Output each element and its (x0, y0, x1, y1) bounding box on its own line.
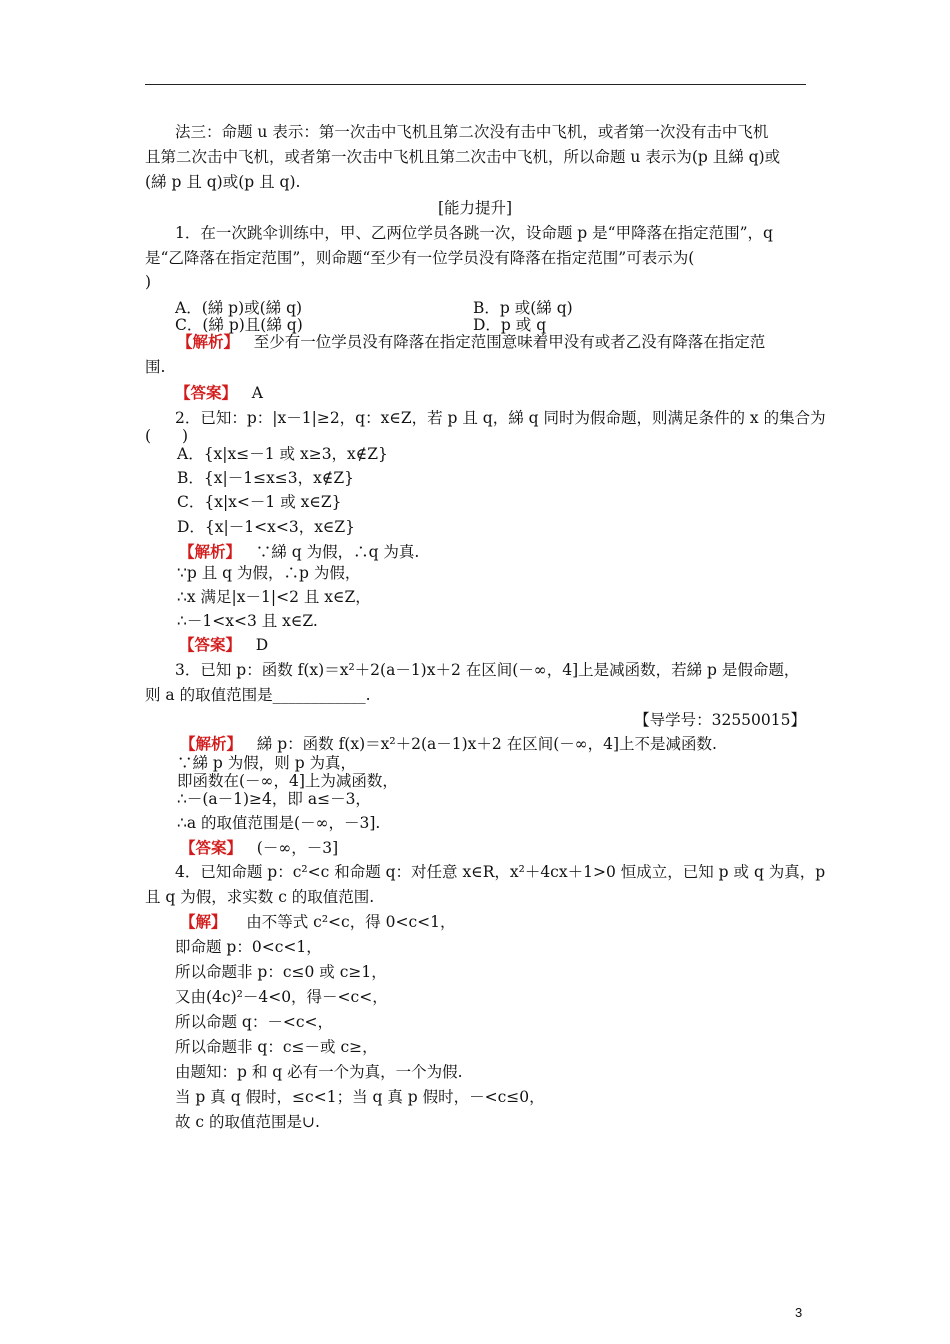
q2-line-2: ( ) (145, 427, 189, 445)
q2-option-a: A．{x|x≤－1 或 x≥3，x∉Z} (177, 445, 388, 463)
method3-line-2: 且第二次击中飞机，或者第一次击中飞机且第二次击中飞机，所以命题 u 表示为(p 且綈 q)或 (145, 148, 781, 166)
q3-answer: (－∞，－3] (256, 839, 339, 857)
q1-line-1: 1．在一次跳伞训练中，甲、乙两位学员各跳一次，设命题 p 是“甲降落在指定范围”，q (175, 224, 773, 242)
q1-line-2: 是“乙降落在指定范围”，则命题“至少有一位学员没有降落在指定范围”可表示为( (145, 249, 695, 267)
q2-answer-tag: 【答案】 (179, 635, 242, 654)
q2-analysis-line-1 (179, 541, 844, 563)
q2-analysis-tag: 【解析】 (179, 542, 242, 561)
q4-solution-line-5: 所以命题 q：－<c<， (175, 1013, 334, 1031)
method3-line-1: 法三：命题 u 表示：第一次击中飞机且第二次没有击中飞机，或者第一次没有击中飞机 (175, 123, 769, 141)
q4-solution-line-2: 即命题 p：0<c<1， (175, 938, 322, 956)
q1-analysis-text: 至少有一位学员没有降落在指定范围意味着甲没有或者乙没有降落在指定范 (253, 333, 766, 351)
q2-analysis-line-4: ∴－1<x<3 且 x∈Z. (177, 612, 318, 630)
q4-solution-line-7: 由题知：p 和 q 必有一个为真，一个为假. (175, 1063, 463, 1081)
header-rule (145, 84, 806, 85)
q4-solution-line-6: 所以命题非 q：c≤－或 c≥， (175, 1038, 378, 1056)
q1-option-d: D．p 或 q (473, 316, 547, 334)
q4-line-1: 4．已知命题 p：c²<c 和命题 q：对任意 x∈R，x²＋4cx＋1>0 恒成立，已知 p 或 q 为真，p (175, 863, 826, 881)
q3-analysis-text: 綈 p：函数 f(x)＝x²＋2(a－1)x＋2 在区间(－∞，4]上不是减函数. (256, 735, 717, 753)
q2-line-1: 2．已知：p：|x－1|≥2，q：x∈Z，若 p 且 q，綈 q 同时为假命题，则满足条件的 x 的集合为 (175, 409, 826, 427)
q2-answer-line (179, 634, 844, 656)
q4-solution-line-1 (180, 911, 845, 933)
q1-analysis-tag: 【解析】 (177, 332, 240, 351)
q4-solution-line-3: 所以命题非 p：c≤0 或 c≥1， (175, 963, 387, 981)
q3-answer-tag: 【答案】 (180, 838, 243, 857)
q2-option-c: C．{x|x<－1 或 x∈Z} (177, 493, 342, 511)
q3-analysis-tag: 【解析】 (180, 734, 243, 753)
q1-line-3: ) (145, 273, 152, 291)
q1-answer-tag: 【答案】 (175, 383, 238, 402)
q2-analysis-line-3: ∴x 满足|x－1|<2 且 x∈Z， (177, 588, 371, 606)
q3-analysis-line-2: ∵綈 p 为假，则 p 为真， (177, 754, 357, 772)
q1-analysis-line-1 (177, 331, 842, 353)
q3-answer-line (180, 837, 845, 859)
q3-analysis-line-4: ∴－(a－1)≥4，即 a≤－3， (177, 790, 371, 808)
q2-analysis-text: ∵綈 q 为假，∴q 为真. (255, 543, 420, 561)
page-number: 3 (795, 1305, 803, 1320)
section-heading: [能力提升] (437, 199, 513, 217)
q1-option-a: A．(綈 p)或(綈 q) (175, 299, 303, 317)
q2-option-d: D．{x|－1<x<3，x∈Z} (177, 518, 356, 536)
q4-solution-line-9: 故 c 的取值范围是∪. (175, 1113, 320, 1131)
q3-analysis-line-5: ∴a 的取值范围是(－∞，－3]. (177, 814, 381, 832)
q1-option-c: C．(綈 p)且(綈 q) (175, 316, 303, 334)
q1-analysis-line-2: 围. (145, 358, 166, 376)
q4-solution-line-8: 当 p 真 q 假时，≤c<1；当 q 真 p 假时，－<c≤0， (175, 1088, 545, 1106)
q3-guide-number: 【导学号：32550015】 (634, 711, 806, 729)
q1-answer-line (175, 382, 840, 404)
q2-answer: D (255, 636, 269, 654)
q4-solution-tag: 【解】 (180, 912, 227, 931)
q2-option-b: B．{x|－1≤x≤3，x∉Z} (177, 469, 355, 487)
q1-answer: A (251, 384, 263, 402)
q4-solution-line-4: 又由(4c)²－4<0，得－<c<， (175, 988, 388, 1006)
q4-line-2: 且 q 为假，求实数 c 的取值范围. (145, 888, 375, 906)
q1-option-b: B．p 或(綈 q) (473, 299, 573, 317)
q3-line-2: 则 a 的取值范围是____________. (145, 686, 371, 704)
q3-analysis-line-3: 即函数在(－∞，4]上为减函数， (177, 772, 398, 790)
q4-solution-text: 由不等式 c²<c，得 0<c<1， (246, 913, 456, 931)
q3-line-1: 3．已知 p：函数 f(x)＝x²＋2(a－1)x＋2 在区间(－∞，4]上是减函数，若綈 p 是假命题， (175, 661, 800, 679)
q2-analysis-line-2: ∵p 且 q 为假，∴p 为假， (177, 564, 361, 582)
method3-line-3: (綈 p 且 q)或(p 且 q). (145, 173, 301, 191)
